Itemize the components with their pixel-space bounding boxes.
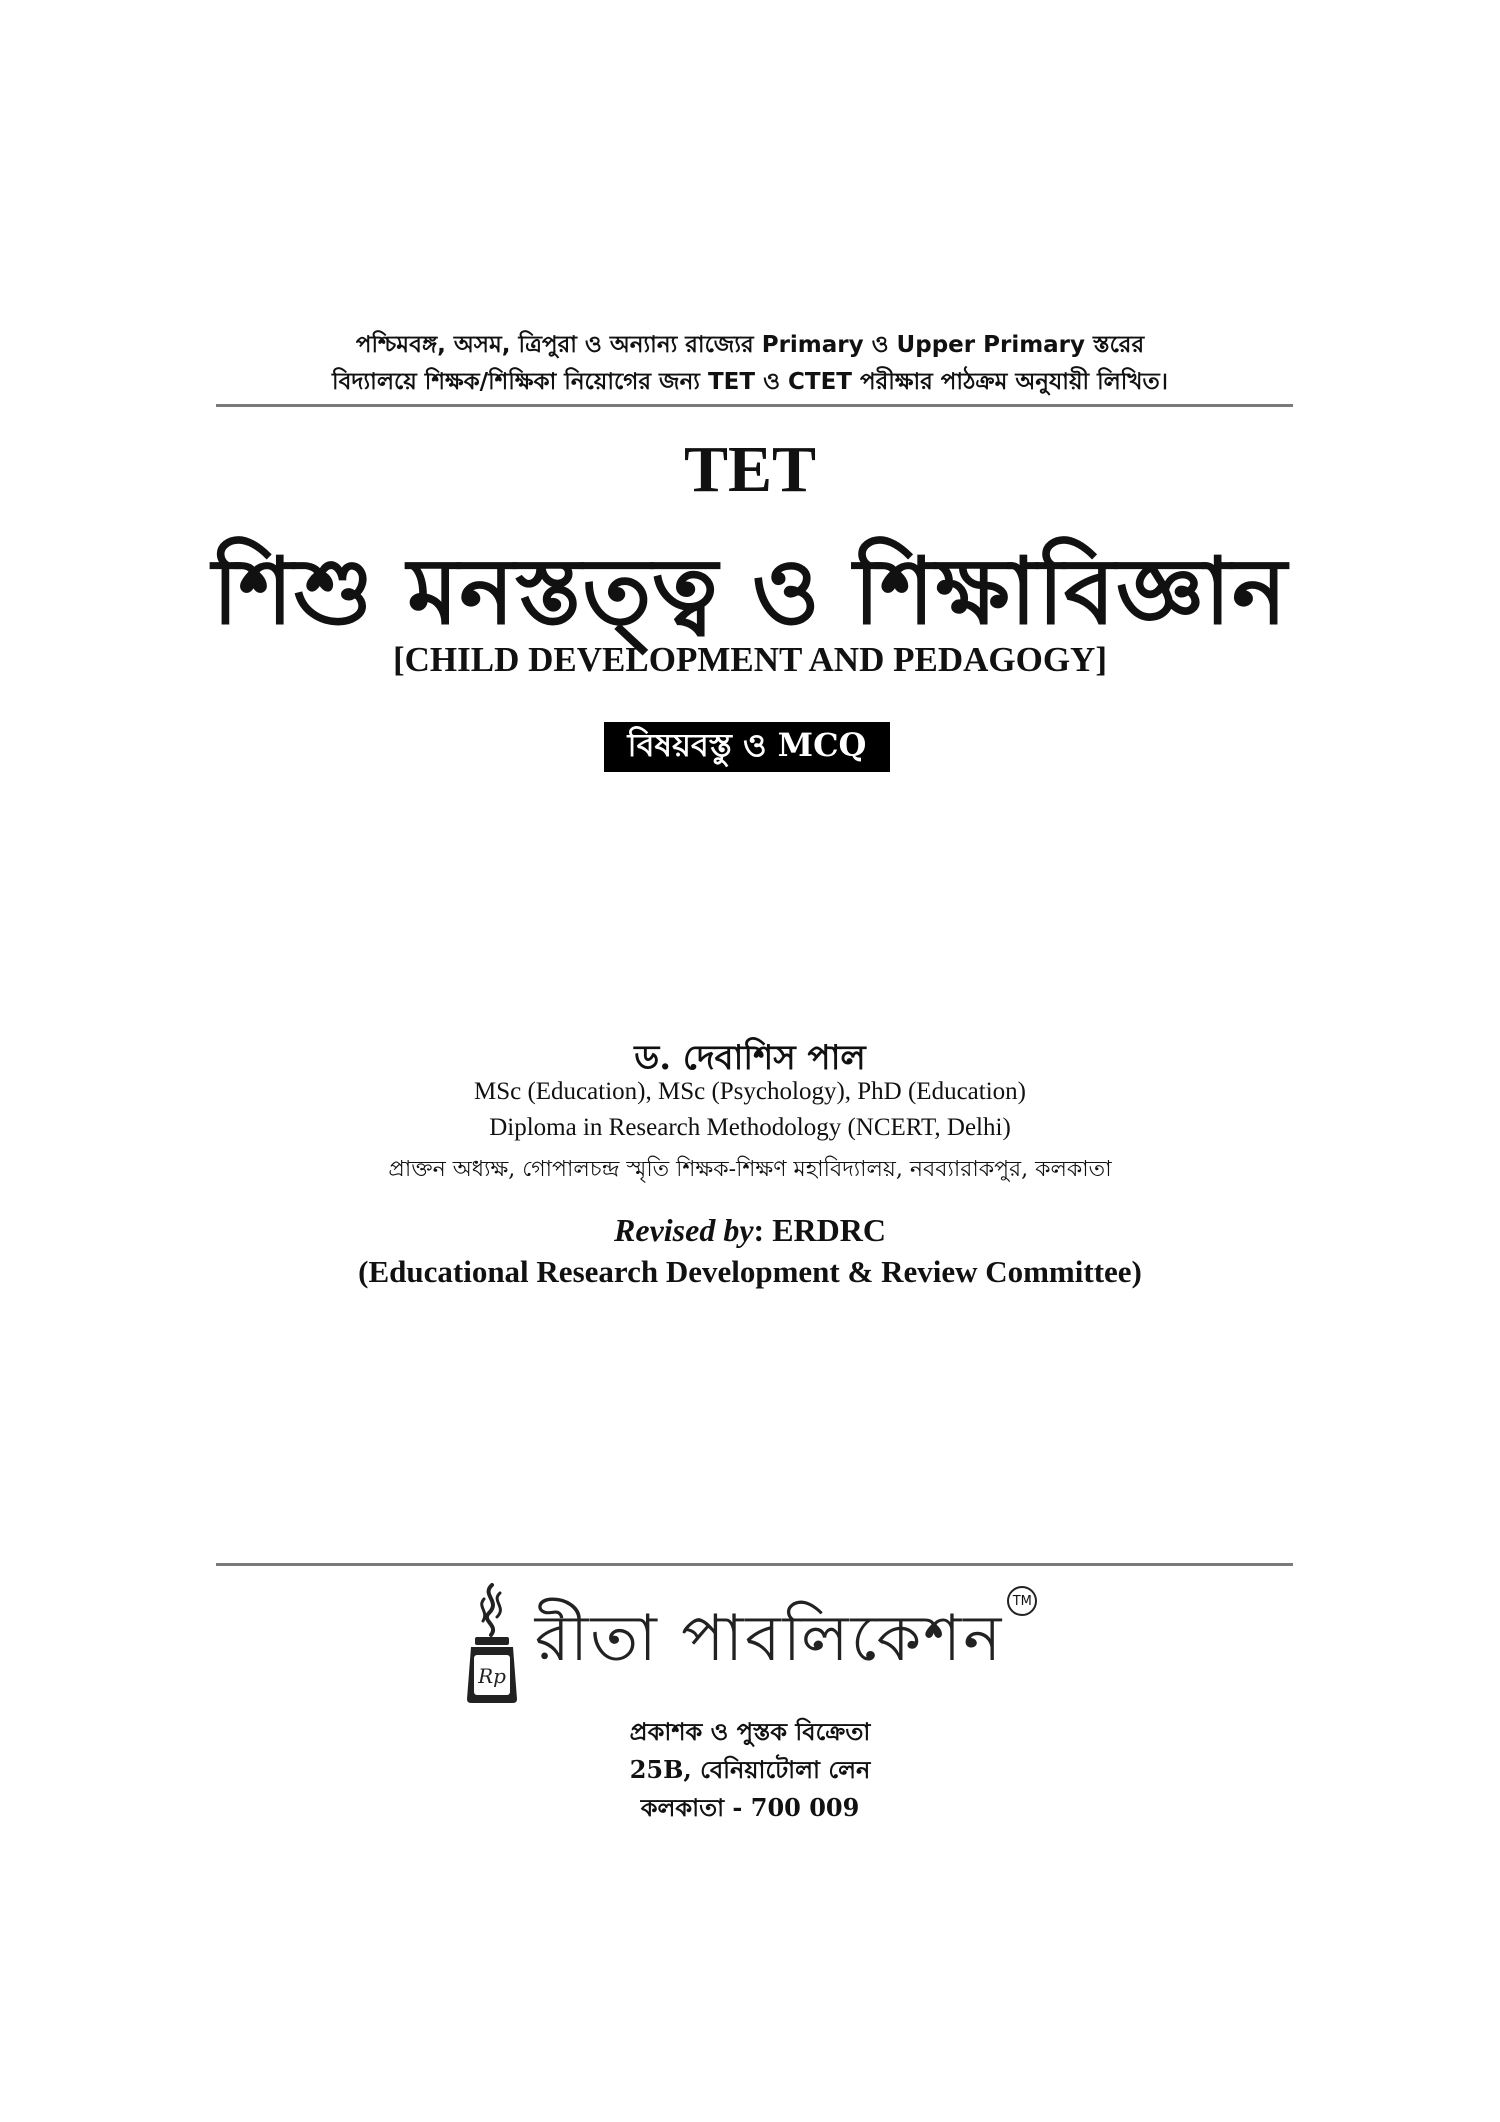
trademark-badge: TM (1007, 1586, 1037, 1616)
content-badge-label: বিষয়বস্তু ও MCQ (627, 726, 867, 764)
author-name: ড. দেবাশিস পাল (634, 1038, 866, 1078)
book-subtitle: [CHILD DEVELOPMENT AND PEDAGOGY] (393, 640, 1107, 679)
publisher-role: প্রকাশক ও পুস্তক বিক্রেতা (629, 1717, 871, 1746)
revised-by (0, 1212, 1500, 1249)
publisher-address-1: 25B, বেনিয়াটোলা লেন (629, 1755, 871, 1784)
publisher-monogram: Rp (477, 1664, 506, 1688)
publisher-name: রীতা পাবলিকেশন (534, 1601, 1004, 1676)
publisher-logo (0, 1578, 1500, 1708)
revised-committee: (Educational Research Development & Review Committee) (358, 1254, 1142, 1289)
top-divider (216, 404, 1293, 407)
publisher-emblem-icon (463, 1581, 521, 1705)
revised-label: Revised by (614, 1212, 754, 1248)
intro-line-1: পশ্চিমবঙ্গ, অসম, ত্রিপুরা ও অন্যান্য রাজ্যের Primary ও Upper Primary স্তরের (355, 332, 1145, 358)
revised-colon: : (753, 1212, 765, 1248)
revised-name: ERDRC (772, 1212, 886, 1248)
publisher-address-2: কলকাতা - 700 009 (640, 1793, 860, 1822)
author-former-post: প্রাক্তন অধ্যক্ষ, গোপালচন্দ্র স্মৃতি শিক্ষক-শিক্ষণ মহাবিদ্যালয়, নবব্যারাকপুর, কলকাতা (388, 1157, 1112, 1182)
content-badge (604, 722, 890, 772)
author-qualification-1: MSc (Education), MSc (Psychology), PhD (Education) (473, 1078, 1026, 1105)
author-qualification-2: Diploma in Research Methodology (NCERT, Delhi) (489, 1114, 1011, 1141)
intro-line-2: বিদ্যালয়ে শিক্ষক/শিক্ষিকা নিয়োগের জন্য TET ও CTET পরীক্ষার পাঠক্রম অনুযায়ী লিখিত। (332, 369, 1168, 395)
exam-title: TET (683, 433, 817, 506)
bottom-divider (216, 1563, 1293, 1566)
book-title: শিশু মনস্তত্ত্ব ও শিক্ষাবিজ্ঞান (212, 537, 1288, 645)
